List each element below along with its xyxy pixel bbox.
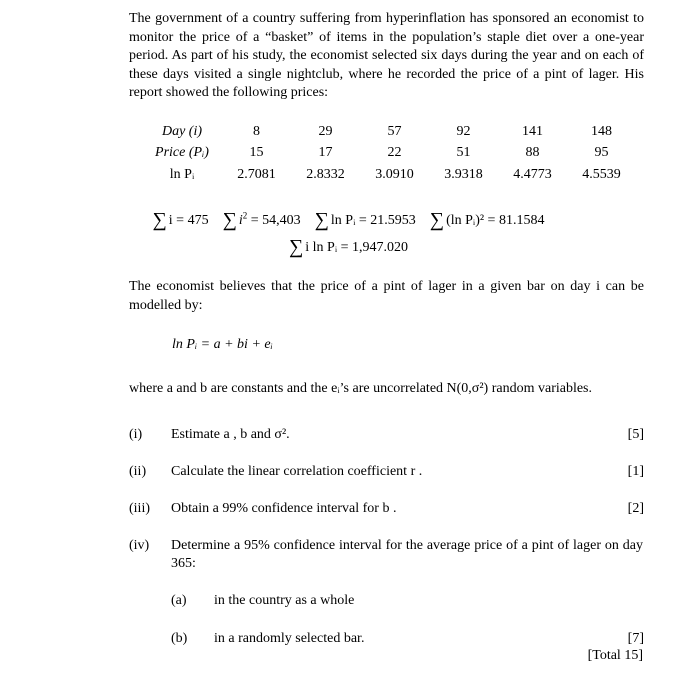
question-number: (i) — [129, 427, 143, 442]
row-label-price: Price (Pᵢ) — [155, 145, 209, 161]
sum-i: i = 475 — [168, 213, 209, 228]
table-cell: 17 — [318, 145, 333, 161]
table-cell: 3.0910 — [375, 166, 414, 182]
table-cell: 57 — [387, 123, 402, 139]
question-number: (iii) — [129, 501, 150, 516]
table-cell: 148 — [591, 123, 612, 139]
summary-statistics-line2 — [0, 234, 697, 257]
intro-paragraph: The government of a country suffering from hyperinflation has sponsored an economist to monitor the price of a “basket” of items in the population’s staple diet over a one-year period. As part of his study, the economist selected six days during the year and on each of these days visited a single nightclub, where he recorded the price of a pint of lager. His report showed the following prices: — [129, 11, 644, 101]
sigma-symbol: ∑ — [288, 236, 304, 258]
total-marks: [Total 15] — [587, 648, 643, 663]
question-number: (ii) — [129, 464, 147, 479]
table-row-lnprice — [142, 164, 636, 186]
sum-lnp: ln Pᵢ = 21.5953 — [330, 213, 416, 228]
question-marks: [2] — [627, 501, 644, 516]
table-cell: 4.4773 — [513, 166, 552, 182]
sum-i-lnp: i ln Pᵢ = 1,947.020 — [305, 240, 409, 255]
question-number: (iv) — [129, 538, 150, 553]
model-intro-paragraph: The economist believes that the price of a pint of lager in a given bar on day i can be modelled by: — [129, 279, 644, 313]
table-cell: 92 — [456, 123, 471, 139]
sigma-symbol: ∑ — [314, 209, 329, 231]
table-cell: 29 — [318, 123, 333, 139]
table-cell: 15 — [249, 145, 264, 161]
question-text: Calculate the linear correlation coefficient r . — [171, 464, 423, 479]
row-label-lnprice: ln Pᵢ — [169, 166, 195, 182]
sigma-symbol: ∑ — [429, 209, 445, 231]
table-row-price — [142, 143, 636, 165]
table-cell: 2.7081 — [237, 166, 276, 182]
table-cell: 4.5539 — [582, 166, 621, 182]
table-cell: 8 — [253, 123, 260, 139]
summary-statistics-line1 — [0, 207, 697, 230]
table-cell: 141 — [522, 123, 543, 139]
subpart-text: in a randomly selected bar. — [214, 631, 365, 646]
subpart-text: in the country as a whole — [214, 593, 355, 608]
question-marks: [1] — [627, 464, 644, 479]
question-text: Obtain a 99% confidence interval for b . — [171, 501, 397, 516]
question-text: Estimate a , b and σ². — [171, 427, 290, 442]
table-cell: 95 — [594, 145, 609, 161]
question-marks: [5] — [627, 427, 644, 442]
table-cell: 2.8332 — [306, 166, 345, 182]
sigma-symbol: ∑ — [152, 209, 167, 231]
row-label-day: Day (i) — [161, 123, 203, 139]
table-cell: 22 — [387, 145, 402, 161]
subpart-number: (b) — [171, 631, 188, 646]
table-cell: 88 — [525, 145, 540, 161]
model-description: where a and b are constants and the eᵢ’s are uncorrelated N(0,σ²) random variables. — [129, 381, 593, 396]
sigma-symbol: ∑ — [222, 209, 237, 231]
table-row-day — [142, 121, 636, 143]
table-cell: 3.9318 — [444, 166, 483, 182]
question-text: Determine a 95% confidence interval for the average price of a pint of lager on day 365: — [171, 538, 643, 571]
table-cell: 51 — [456, 145, 471, 161]
question-marks: [7] — [627, 631, 644, 646]
sum-i-squared: $i^2 = 54,403$ — [238, 210, 301, 228]
sum-lnp-squared: (ln Pᵢ)² = 81.1584 — [446, 213, 545, 228]
model-equation: ln Pᵢ = a + bi + eᵢ — [172, 337, 273, 352]
subpart-number: (a) — [171, 593, 187, 608]
price-table — [142, 121, 636, 186]
